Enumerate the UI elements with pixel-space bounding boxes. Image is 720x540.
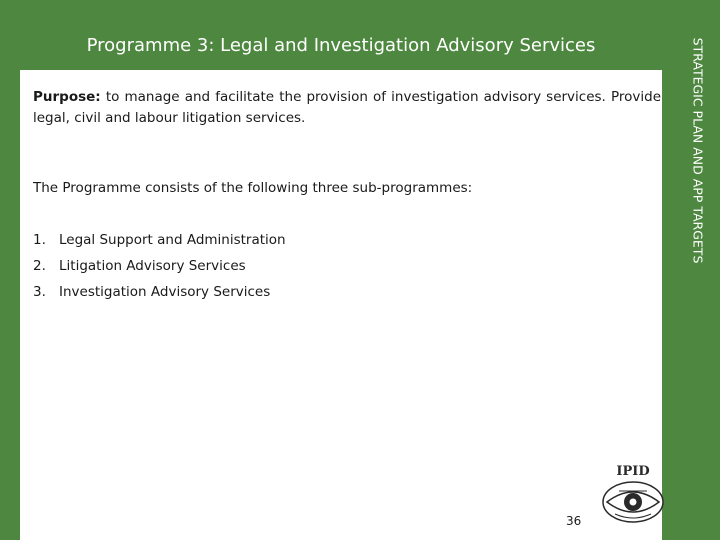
purpose-label: Purpose:: [33, 89, 101, 105]
list-item-label: Legal Support and Administration: [59, 232, 286, 248]
list-item-label: Litigation Advisory Services: [59, 258, 246, 274]
page-number: 36: [566, 514, 582, 528]
purpose-paragraph: [33, 87, 661, 129]
list-item-label: Investigation Advisory Services: [59, 284, 271, 300]
list-item: [33, 227, 286, 253]
ipid-logo-mark: [593, 458, 673, 528]
ipid-logo: [593, 458, 673, 528]
sub-programmes-list: [33, 227, 286, 305]
slide-content: [20, 20, 662, 540]
side-label-text: STRATEGIC PLAN AND APP TARGETS: [690, 37, 706, 263]
purpose-text: to manage and facilitate the provision of investigation advisory services. Provide legal, civil and labour litigation services.: [33, 89, 661, 126]
list-item-number: 3.: [33, 284, 46, 300]
slide-title: Programme 3: Legal and Investigation Advisory Services: [86, 34, 596, 56]
sub-programmes-intro: The Programme consists of the following three sub-programmes:: [33, 180, 473, 196]
list-item: [33, 279, 286, 305]
side-label: [675, 0, 720, 300]
list-item: [33, 253, 286, 279]
slide-title-bar: [20, 20, 662, 70]
list-item-number: 2.: [33, 258, 46, 274]
list-item-number: 1.: [33, 232, 46, 248]
svg-text:IPID: IPID: [616, 464, 650, 479]
